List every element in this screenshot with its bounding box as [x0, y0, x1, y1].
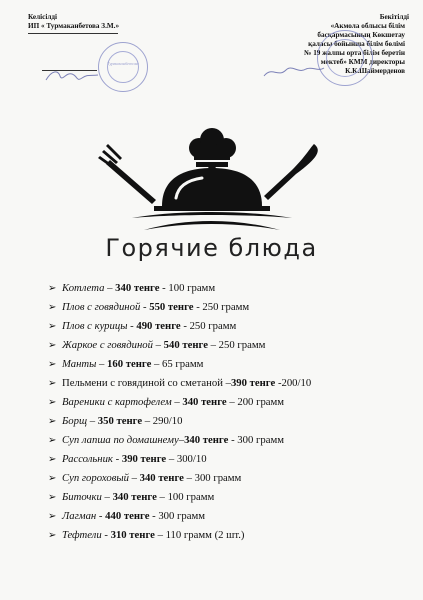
- dish-name: Пельмени с говядиной со сметаной: [62, 377, 223, 389]
- dish-price: 340 тенге: [115, 282, 160, 294]
- dish-portion: – 300 грамм: [183, 472, 242, 484]
- dish-price: 340 тенге: [112, 491, 157, 503]
- dish-price: 390 тенге: [121, 453, 167, 465]
- dish-separator: –: [152, 339, 164, 351]
- arrow-bullet-icon: ➢: [48, 435, 57, 446]
- menu-item: [48, 393, 408, 412]
- arrow-bullet-icon: ➢: [48, 492, 57, 503]
- menu-item: [48, 450, 408, 469]
- approval-right-line: басқармасының Көкшетау: [317, 31, 405, 39]
- dish-separator: –: [87, 415, 98, 427]
- stamp-seal-text: Турмаканбетова: [107, 61, 139, 66]
- menu-item: [48, 526, 408, 545]
- dish-portion: – 100 грамм: [156, 491, 215, 503]
- menu-item: [48, 469, 408, 488]
- signature-right-icon: [258, 60, 328, 82]
- dish-price: 550 тенге: [149, 301, 194, 313]
- arrow-bullet-icon: ➢: [48, 283, 57, 294]
- dish-separator: -: [96, 510, 106, 522]
- dish-separator: –: [128, 472, 140, 484]
- arrow-bullet-icon: ➢: [48, 378, 57, 389]
- menu-item: [48, 317, 408, 336]
- approval-left-org: ИП « Турмаканбетова З.М.»: [28, 22, 120, 30]
- dish-portion: - 250 грамм: [193, 301, 250, 313]
- dish-separator: –: [178, 434, 185, 446]
- dish-portion: - 100 грамм: [159, 282, 216, 294]
- dish-portion: - 300 грамм: [228, 434, 284, 446]
- dish-portion: - 250 грамм: [180, 320, 237, 332]
- dish-separator: –: [104, 282, 116, 294]
- dish-separator: -: [127, 320, 137, 332]
- approval-left-heading: Келісілді: [28, 13, 58, 21]
- dish-price: 490 тенге: [136, 320, 181, 332]
- arrow-bullet-icon: ➢: [48, 340, 57, 351]
- signature-left-icon: [42, 66, 102, 88]
- dish-name: Суп гороховый: [62, 472, 129, 484]
- menu-item: [48, 374, 408, 393]
- dish-separator: -: [140, 301, 150, 313]
- dish-price: 160 тенге: [107, 358, 152, 370]
- dish-portion: – 200 грамм: [226, 396, 285, 408]
- dish-portion: – 110 грамм (2 шт.): [154, 529, 245, 541]
- dish-name: Биточки: [62, 491, 102, 503]
- dish-name: Котлета: [62, 282, 105, 294]
- dish-portion: – 250 грамм: [207, 339, 266, 351]
- arrow-bullet-icon: ➢: [48, 511, 57, 522]
- stamp-seal-inner-ring: [107, 51, 139, 83]
- menu-item: [48, 431, 408, 450]
- dish-name: Вареники с картофелем: [62, 396, 172, 408]
- dish-separator: –: [101, 491, 113, 503]
- stamp-seal-left: [98, 42, 148, 92]
- arrow-bullet-icon: ➢: [48, 454, 57, 465]
- dish-separator: –: [171, 396, 183, 408]
- arrow-bullet-icon: ➢: [48, 530, 57, 541]
- dish-price: 340 тенге: [184, 434, 229, 446]
- menu-item: [48, 488, 408, 507]
- dish-portion: – 300/10: [166, 453, 207, 465]
- dish-name: Борщ: [62, 415, 88, 427]
- dish-price: 340 тенге: [182, 396, 227, 408]
- arrow-bullet-icon: ➢: [48, 359, 57, 370]
- dish-portion: -200/10: [275, 377, 312, 389]
- menu-item: [48, 298, 408, 317]
- dish-separator: -: [101, 529, 111, 541]
- approval-right-director: К.К.Шаймерденов: [345, 67, 405, 75]
- menu-item: [48, 355, 408, 374]
- dish-separator: –: [222, 377, 231, 389]
- dish-name: Рассольник: [62, 453, 113, 465]
- dish-separator: –: [96, 358, 108, 370]
- approval-right-line: № 19 жалпы орта білім беретін: [304, 49, 405, 57]
- approval-right-line: «Акмола облысы білім: [330, 22, 405, 30]
- menu-item: [48, 279, 408, 298]
- menu-item: [48, 507, 408, 526]
- dish-name: Суп лапша по домашнему: [62, 434, 179, 446]
- dish-name: Плов с говядиной: [62, 301, 141, 313]
- menu-list: [48, 279, 408, 545]
- dish-portion: - 300 грамм: [149, 510, 206, 522]
- approval-left-line: [28, 33, 118, 34]
- dish-name: Тефтели: [62, 529, 102, 541]
- dish-separator: -: [112, 453, 122, 465]
- arrow-bullet-icon: ➢: [48, 473, 57, 484]
- arrow-bullet-icon: ➢: [48, 416, 57, 427]
- dish-name: Жаркое с говядиной: [62, 339, 153, 351]
- dish-name: Лагман: [62, 510, 97, 522]
- dish-price: 350 тенге: [97, 415, 143, 427]
- dish-portion: – 65 грамм: [151, 358, 204, 370]
- chef-hat-cloche-cutlery-icon: [96, 126, 328, 234]
- page-title: Горячие блюда: [105, 234, 318, 262]
- approval-right-line: мектеб» КММ директоры: [320, 58, 405, 66]
- menu-item: [48, 412, 408, 431]
- arrow-bullet-icon: ➢: [48, 302, 57, 313]
- approval-right-heading: Бекітілді: [379, 13, 409, 21]
- dish-price: 390 тенге: [230, 377, 276, 389]
- dish-name: Манты: [62, 358, 97, 370]
- dish-price: 540 тенге: [163, 339, 208, 351]
- dish-name: Плов с курицы: [62, 320, 128, 332]
- menu-item: [48, 336, 408, 355]
- dish-price: 340 тенге: [139, 472, 184, 484]
- dish-price: 310 тенге: [110, 529, 155, 541]
- dish-price: 440 тенге: [105, 510, 150, 522]
- arrow-bullet-icon: ➢: [48, 397, 57, 408]
- approval-right-line: қаласы бойынша білім бөлімі: [308, 40, 405, 48]
- dish-portion: – 290/10: [142, 415, 183, 427]
- stamp-seal-inner-ring: [326, 39, 364, 77]
- arrow-bullet-icon: ➢: [48, 321, 57, 332]
